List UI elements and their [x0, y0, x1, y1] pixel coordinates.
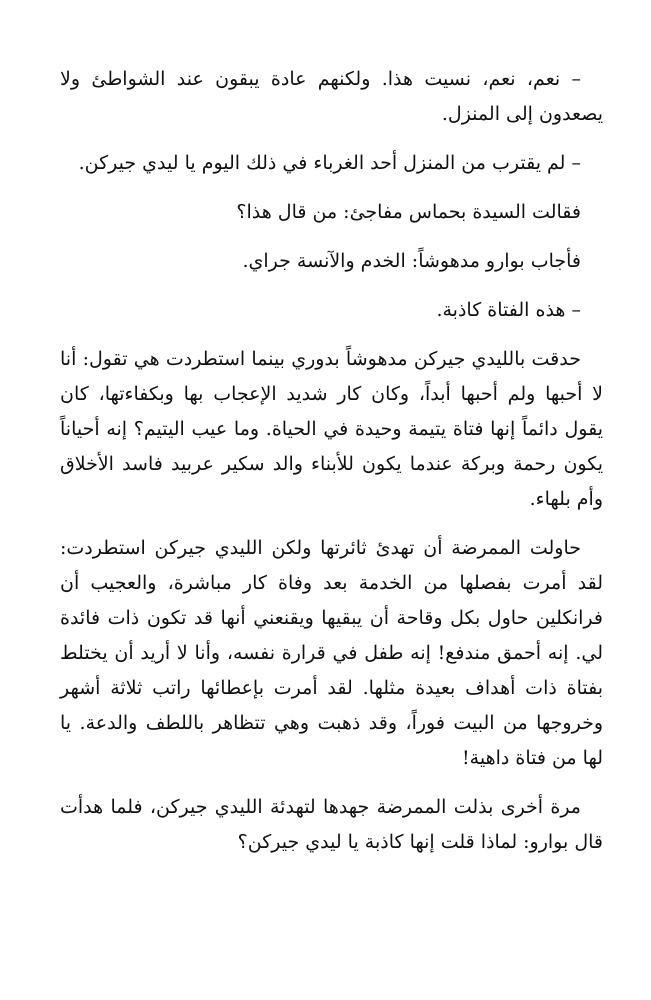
paragraph-5: – هذه الفتاة كاذبة. [436, 299, 581, 321]
paragraph-2: – لم يقترب من المنزل أحد الغرباء في ذلك اليوم يا ليدي جيركن. [78, 152, 581, 174]
paragraph-3: فقالت السيدة بحماس مفاجئ: من قال هذا؟ [236, 201, 581, 223]
paragraph-8: مرة أخرى بذلت الممرضة جهدها لتهدئة الليدي جيركن، فلما هدأت قال بوارو: لماذا قلت إنها كاذبة يا ليدي جيركن؟ [60, 796, 603, 853]
paragraph-4: فأجاب بوارو مدهوشاً: الخدم والآنسة جراي. [242, 250, 581, 272]
paragraph-6: حدقت بالليدي جيركن مدهوشاً بدوري بينما استطردت هي تقول: أنا لا أحبها ولم أحبها أبداً، وكان كار شديد الإعجاب بها وبكفاءتها، كان يقول دائماً إنها فتاة يتيمة وحيدة في الحياة. وما عيب اليتيم؟ إنه أحياناً يكون رحمة وبركة عندما يكون للأبناء والد سكير عربيد فاسد الأخلاق وأم بلهاء. [60, 348, 603, 510]
paragraph-1: – نعم، نعم، نسيت هذا. ولكنهم عادة يبقون عند الشواطئ ولا يصعدون إلى المنزل. [60, 68, 603, 125]
paragraph-7: حاولت الممرضة أن تهدئ ثائرتها ولكن الليدي جيركن استطردت: لقد أمرت بفصلها من الخدمة بعد وفاة كار مباشرة، والعجيب أن فرانكلين حاول بكل وقاحة أن يبقيها ويقنعني أنها قد تكون ذات فائدة لي. إنه أحمق مندفع! إنه طفل في قرارة نفسه، وأنا لا أريد أن يختلط بفتاة ذات أهداف بعيدة مثلها. لقد أمرت بإعطائها راتب ثلاثة أشهر وخروجها من البيت فوراً، وقد ذهبت وهي تتظاهر باللطف والدعة. يا لها من فتاة داهية! [60, 537, 603, 769]
